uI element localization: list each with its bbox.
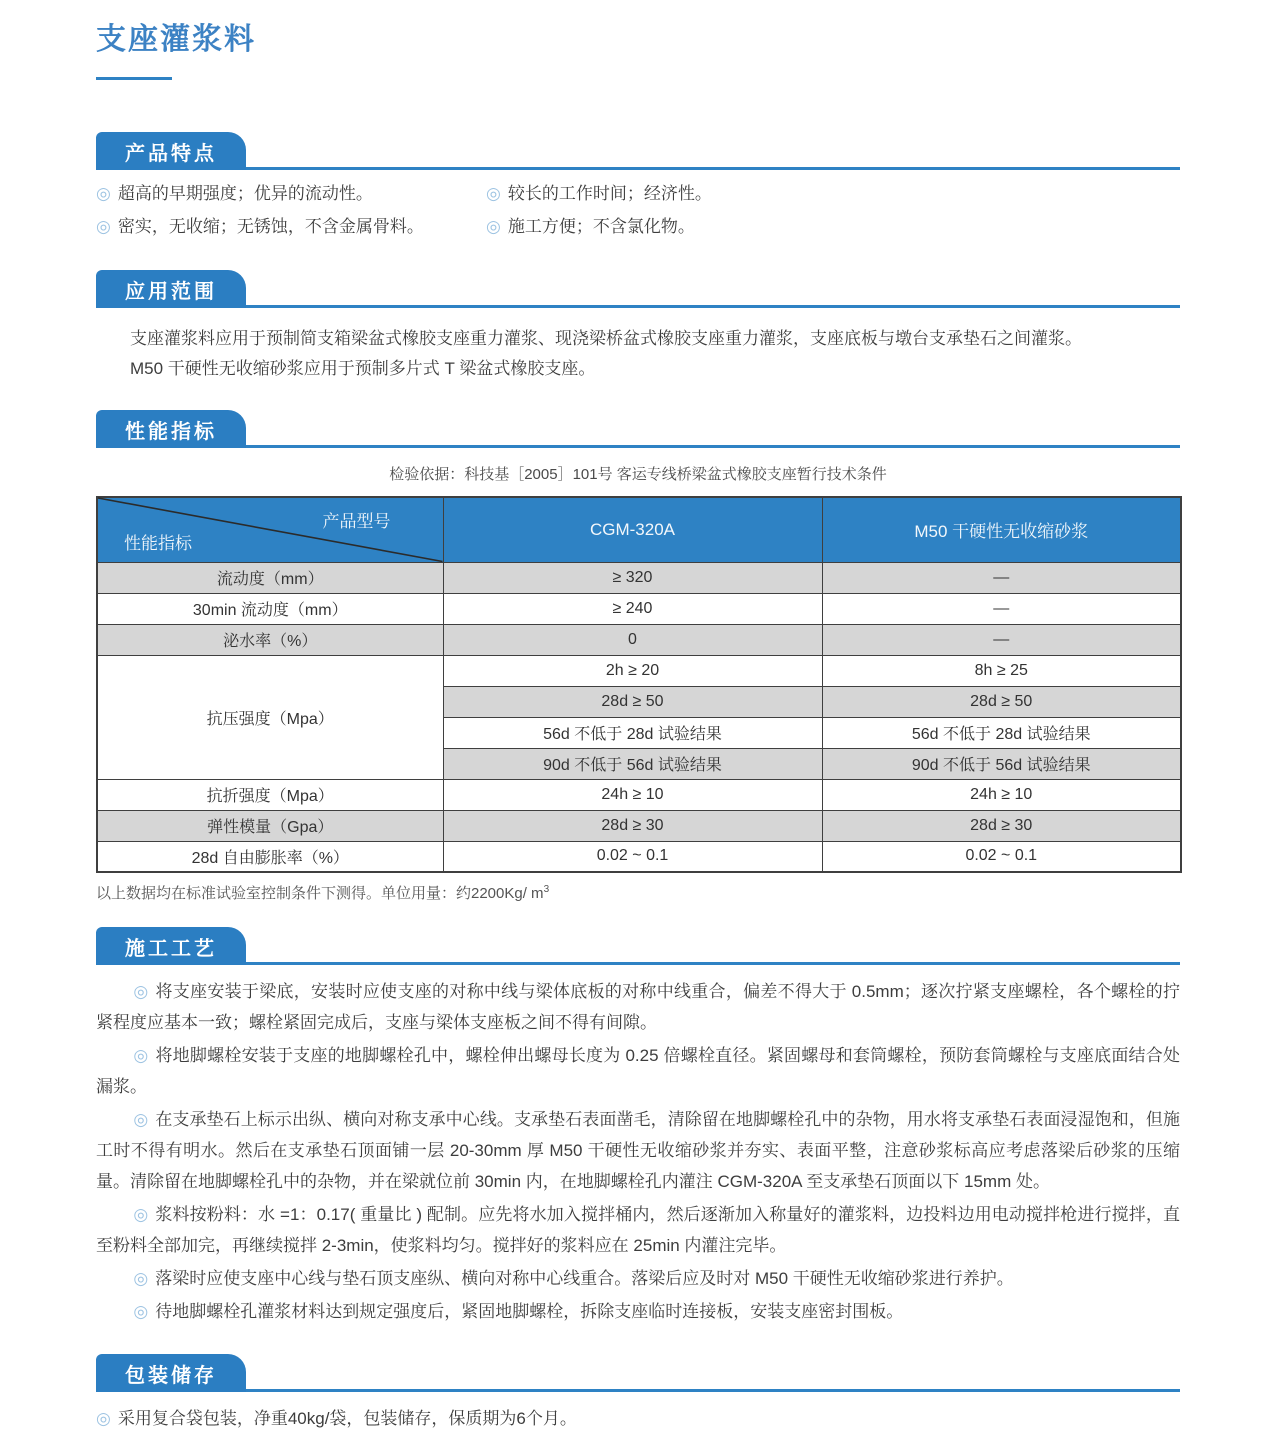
footnote-text: 以上数据均在标准试验室控制条件下测得。单位用量：约2200Kg/ m	[96, 885, 544, 902]
bullseye-icon: ◎	[133, 1269, 149, 1288]
bullseye-icon: ◎	[96, 184, 111, 203]
feature-text: 超高的早期强度；优异的流动性。	[117, 184, 373, 203]
feature-item	[96, 184, 486, 204]
section-construction	[96, 927, 1180, 1327]
feature-text: 密实，无收缩；无锈蚀，不含金属骨料。	[117, 217, 424, 236]
m50-value: 28d ≥ 30	[822, 810, 1181, 841]
table-footnote	[96, 882, 1180, 903]
section-header-performance	[96, 410, 1180, 448]
section-header-packaging	[96, 1354, 1180, 1392]
section-heading-badge	[96, 132, 246, 170]
step-text: 将支座安装于梁底，安装时应使支座的对称中线与梁体底板的对称中线重合，偏差不得大于 0.5mm；逐次拧紧支座螺栓，各个螺栓的拧紧程度应基本一致；螺栓紧固完成后，支座与梁体支座板之间不得有间隙。	[96, 982, 1180, 1032]
application-paragraph: M50 干硬性无收缩砂浆应用于预制多片式 T 梁盆式橡胶支座。	[130, 359, 596, 378]
step-text: 在支承垫石上标示出纵、横向对称支承中心线。支承垫石表面凿毛，清除留在地脚螺栓孔中的杂物，用水将支承垫石表面浸湿饱和，但施工时不得有明水。然后在支承垫石顶面铺一层 20-30mm 厚 M50 干硬性无收缩砂浆并夯实、表面平整，注意砂浆标高应考虑落梁后砂浆的压缩量。清除留在地脚螺栓孔中的杂物，并在梁就位前 30min 内，在地脚螺栓孔内灌注 CGM-320A 至支承垫石顶面以下 15mm 处。	[96, 1110, 1180, 1191]
section-header-construction	[96, 927, 1180, 965]
feature-text: 施工方便；不含氯化物。	[507, 217, 695, 236]
heading-rule	[246, 445, 1180, 448]
section-heading-badge	[96, 927, 246, 965]
m50-value: —	[822, 562, 1181, 593]
section-performance	[96, 410, 1180, 903]
construction-step	[96, 976, 1180, 1038]
row-label: 30min 流动度（mm）	[97, 593, 443, 624]
section-heading-badge	[96, 1354, 246, 1392]
bullseye-icon: ◎	[133, 1110, 149, 1129]
step-text: 待地脚螺栓孔灌浆材料达到规定强度后，紧固地脚螺栓，拆除支座临时连接板，安装支座密封围板。	[155, 1302, 904, 1321]
corner-label-performance-index: 性能指标	[124, 533, 192, 553]
table-row	[97, 562, 1181, 593]
section-application	[96, 270, 1180, 384]
cgm-value: 24h ≥ 10	[443, 779, 822, 810]
cgm-value: 2h ≥ 20	[443, 655, 822, 686]
construction-step	[96, 1296, 1180, 1327]
section-heading-badge	[96, 410, 246, 448]
construction-step	[96, 1104, 1180, 1197]
table-row	[97, 593, 1181, 624]
section-features	[96, 132, 1180, 237]
bullseye-icon: ◎	[486, 184, 501, 203]
heading-rule	[246, 1389, 1180, 1392]
construction-steps	[96, 976, 1180, 1327]
row-label: 抗折强度（Mpa）	[97, 779, 443, 810]
test-basis-note: 检验依据：科技基［2005］101号 客运专线桥梁盆式橡胶支座暂行技术条件	[389, 466, 887, 483]
table-corner-cell	[97, 497, 443, 562]
table-row	[97, 655, 1181, 686]
feature-item	[96, 217, 486, 237]
cgm-value: 28d ≥ 30	[443, 810, 822, 841]
cgm-value: 0	[443, 624, 822, 655]
column-header-cgm320a: CGM-320A	[443, 497, 822, 562]
column-header-m50: M50 干硬性无收缩砂浆	[822, 497, 1181, 562]
step-text: 将地脚螺栓安装于支座的地脚螺栓孔中，螺栓伸出螺母长度为 0.25 倍螺栓直径。紧固螺母和套筒螺栓，预防套筒螺栓与支座底面结合处漏浆。	[96, 1046, 1180, 1096]
section-heading-label: 施工工艺	[125, 937, 217, 960]
m50-value: —	[822, 624, 1181, 655]
feature-item	[486, 217, 1180, 237]
m50-value: 8h ≥ 25	[822, 655, 1181, 686]
section-heading-badge	[96, 270, 246, 308]
spec-table-header-row	[97, 497, 1181, 562]
packaging-text: 采用复合袋包装，净重40kg/袋，包装储存，保质期为6个月。	[117, 1409, 577, 1428]
bullseye-icon: ◎	[133, 1046, 149, 1065]
section-heading-label: 包装储存	[125, 1364, 217, 1387]
m50-value: —	[822, 593, 1181, 624]
m50-value: 0.02 ~ 0.1	[822, 841, 1181, 872]
corner-label-product-model: 产品型号	[322, 512, 391, 531]
m50-value: 56d 不低于 28d 试验结果	[822, 717, 1181, 748]
cgm-value: 0.02 ~ 0.1	[443, 841, 822, 872]
table-row	[97, 841, 1181, 872]
feature-item	[486, 184, 1180, 204]
construction-step	[96, 1040, 1180, 1102]
heading-rule	[246, 167, 1180, 170]
section-packaging	[96, 1354, 1180, 1431]
table-row	[97, 779, 1181, 810]
table-row	[97, 624, 1181, 655]
section-heading-label: 产品特点	[125, 142, 217, 165]
bullseye-icon: ◎	[133, 1205, 149, 1224]
cgm-value: 56d 不低于 28d 试验结果	[443, 717, 822, 748]
row-label: 弹性模量（Gpa）	[97, 810, 443, 841]
row-label: 28d 自由膨胀率（%）	[97, 841, 443, 872]
feature-text: 较长的工作时间；经济性。	[507, 184, 712, 203]
cgm-value: 28d ≥ 50	[443, 686, 822, 717]
title-underline	[96, 77, 172, 80]
application-paragraph: 支座灌浆料应用于预制简支箱梁盆式橡胶支座重力灌浆、现浇梁桥盆式橡胶支座重力灌浆，支座底板与墩台支承垫石之间灌浆。	[130, 329, 1082, 348]
heading-rule	[246, 962, 1180, 965]
table-row	[97, 810, 1181, 841]
m50-value: 90d 不低于 56d 试验结果	[822, 748, 1181, 779]
bullseye-icon: ◎	[133, 1302, 149, 1321]
bullseye-icon: ◎	[486, 217, 501, 236]
cgm-value: 90d 不低于 56d 试验结果	[443, 748, 822, 779]
section-header-features	[96, 132, 1180, 170]
section-header-application	[96, 270, 1180, 308]
step-text: 落梁时应使支座中心线与垫石顶支座纵、横向对称中心线重合。落梁后应及时对 M50 干硬性无收缩砂浆进行养护。	[155, 1269, 1014, 1288]
cgm-value: ≥ 240	[443, 593, 822, 624]
row-label: 流动度（mm）	[97, 562, 443, 593]
footnote-superscript: 3	[543, 884, 550, 895]
application-text	[96, 324, 1180, 384]
row-label: 泌水率（%）	[97, 624, 443, 655]
spec-table	[96, 496, 1182, 873]
packaging-item	[96, 1407, 1180, 1431]
feature-list	[96, 184, 1180, 237]
bullseye-icon: ◎	[96, 217, 111, 236]
bullseye-icon: ◎	[133, 982, 149, 1001]
section-heading-label: 性能指标	[125, 420, 217, 443]
section-heading-label: 应用范围	[125, 280, 217, 303]
page-title: 支座灌浆料	[96, 23, 256, 56]
heading-rule	[246, 305, 1180, 308]
m50-value: 28d ≥ 50	[822, 686, 1181, 717]
row-label-compressive-strength: 抗压强度（Mpa）	[97, 655, 443, 779]
construction-step	[96, 1263, 1180, 1294]
step-text: 浆料按粉料：水 =1：0.17( 重量比 ) 配制。应先将水加入搅拌桶内，然后逐渐加入称量好的灌浆料，边投料边用电动搅拌枪进行搅拌，直至粉料全部加完，再继续搅拌 2-3min，使浆料均匀。搅拌好的浆料应在 25min 内灌注完毕。	[96, 1205, 1180, 1255]
cgm-value: ≥ 320	[443, 562, 822, 593]
m50-value: 24h ≥ 10	[822, 779, 1181, 810]
bullseye-icon: ◎	[96, 1409, 111, 1428]
construction-step	[96, 1199, 1180, 1261]
